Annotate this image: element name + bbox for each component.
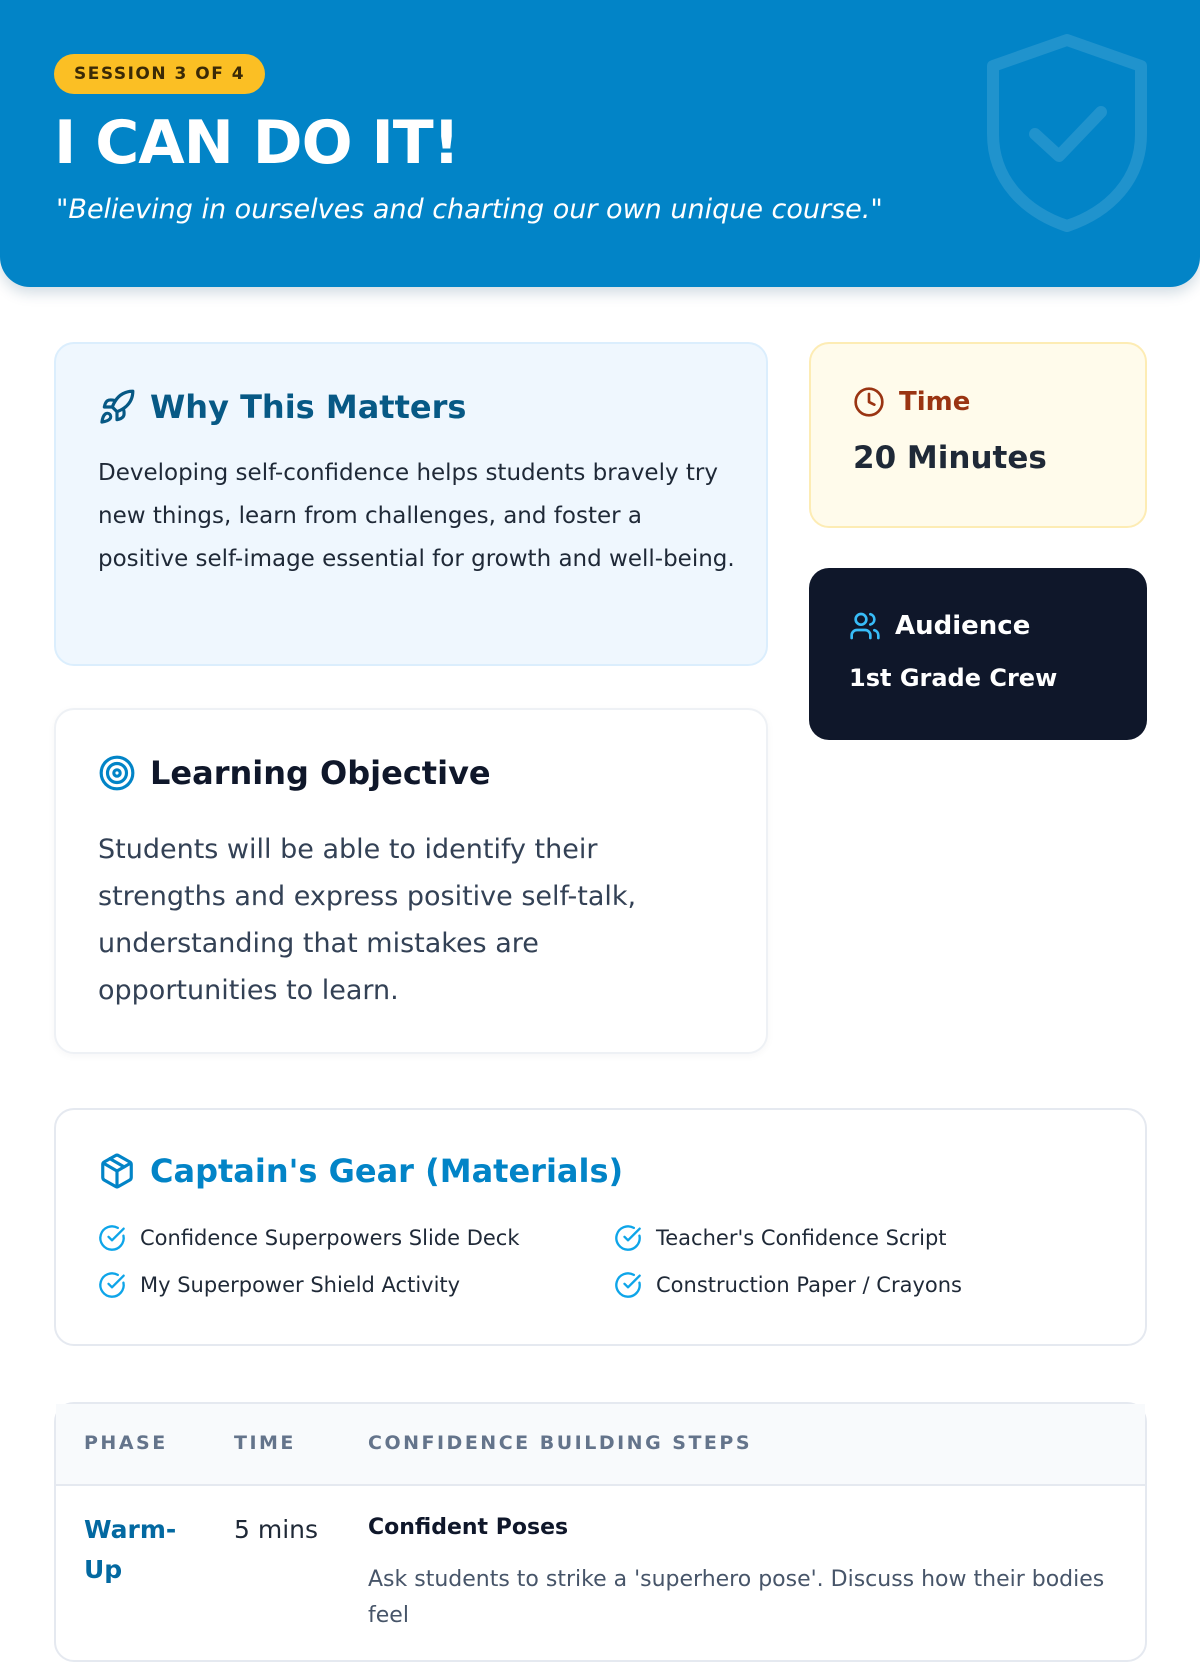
lesson-plan-table (54, 1402, 1147, 1662)
check-circle-icon (98, 1271, 126, 1299)
list-item (98, 1271, 460, 1299)
audience-title: Audience (895, 611, 1031, 641)
list-item (614, 1224, 947, 1252)
time-cell: 5 mins (234, 1515, 319, 1544)
objective-title: Learning Objective (150, 754, 491, 792)
material-label: Teacher's Confidence Script (656, 1226, 947, 1250)
time-card (809, 342, 1147, 528)
hero-quote: "Believing in ourselves and charting our own unique course." (56, 194, 883, 225)
time-title: Time (899, 387, 971, 417)
column-header-time: TIME (234, 1432, 296, 1454)
step-title: Confident Poses (368, 1515, 569, 1540)
page-title: I CAN DO IT! (54, 108, 460, 178)
session-badge: SESSION 3 OF 4 (54, 54, 265, 94)
phase-cell: Warm-Up (84, 1515, 177, 1584)
list-item (614, 1271, 962, 1299)
package-icon (98, 1152, 136, 1190)
target-icon (98, 754, 136, 792)
check-circle-icon (614, 1271, 642, 1299)
audience-value: 1st Grade Crew (849, 664, 1058, 692)
learning-objective-card (54, 708, 768, 1054)
check-circle-icon (98, 1224, 126, 1252)
material-label: Confidence Superpowers Slide Deck (140, 1226, 520, 1250)
rocket-icon (98, 388, 136, 426)
material-label: My Superpower Shield Activity (140, 1273, 461, 1297)
table-header (56, 1404, 1145, 1486)
users-icon (849, 610, 881, 642)
audience-card (809, 568, 1147, 740)
time-value: 20 Minutes (853, 440, 1047, 476)
why-this-matters-card (54, 342, 768, 666)
hero-banner (0, 0, 1200, 287)
step-description: Ask students to strike a 'superhero pose'. Discuss how their bodies feel (368, 1567, 1105, 1628)
materials-title: Captain's Gear (Materials) (150, 1152, 624, 1190)
check-circle-icon (614, 1224, 642, 1252)
clock-icon (853, 386, 885, 418)
column-header-phase: PHASE (84, 1432, 168, 1454)
list-item (98, 1224, 520, 1252)
materials-card (54, 1108, 1147, 1346)
objective-body: Students will be able to identify their strengths and express positive self-talk, understanding that mistakes are opportunities to learn. (98, 834, 637, 1006)
why-body: Developing self-confidence helps students bravely try new things, learn from challenges, and foster a positive self-image essential for growth and well-being. (98, 460, 735, 572)
column-header-steps: CONFIDENCE BUILDING STEPS (368, 1432, 753, 1454)
material-label: Construction Paper / Crayons (656, 1273, 962, 1297)
shield-check-icon (985, 34, 1149, 232)
why-title: Why This Matters (150, 388, 467, 426)
